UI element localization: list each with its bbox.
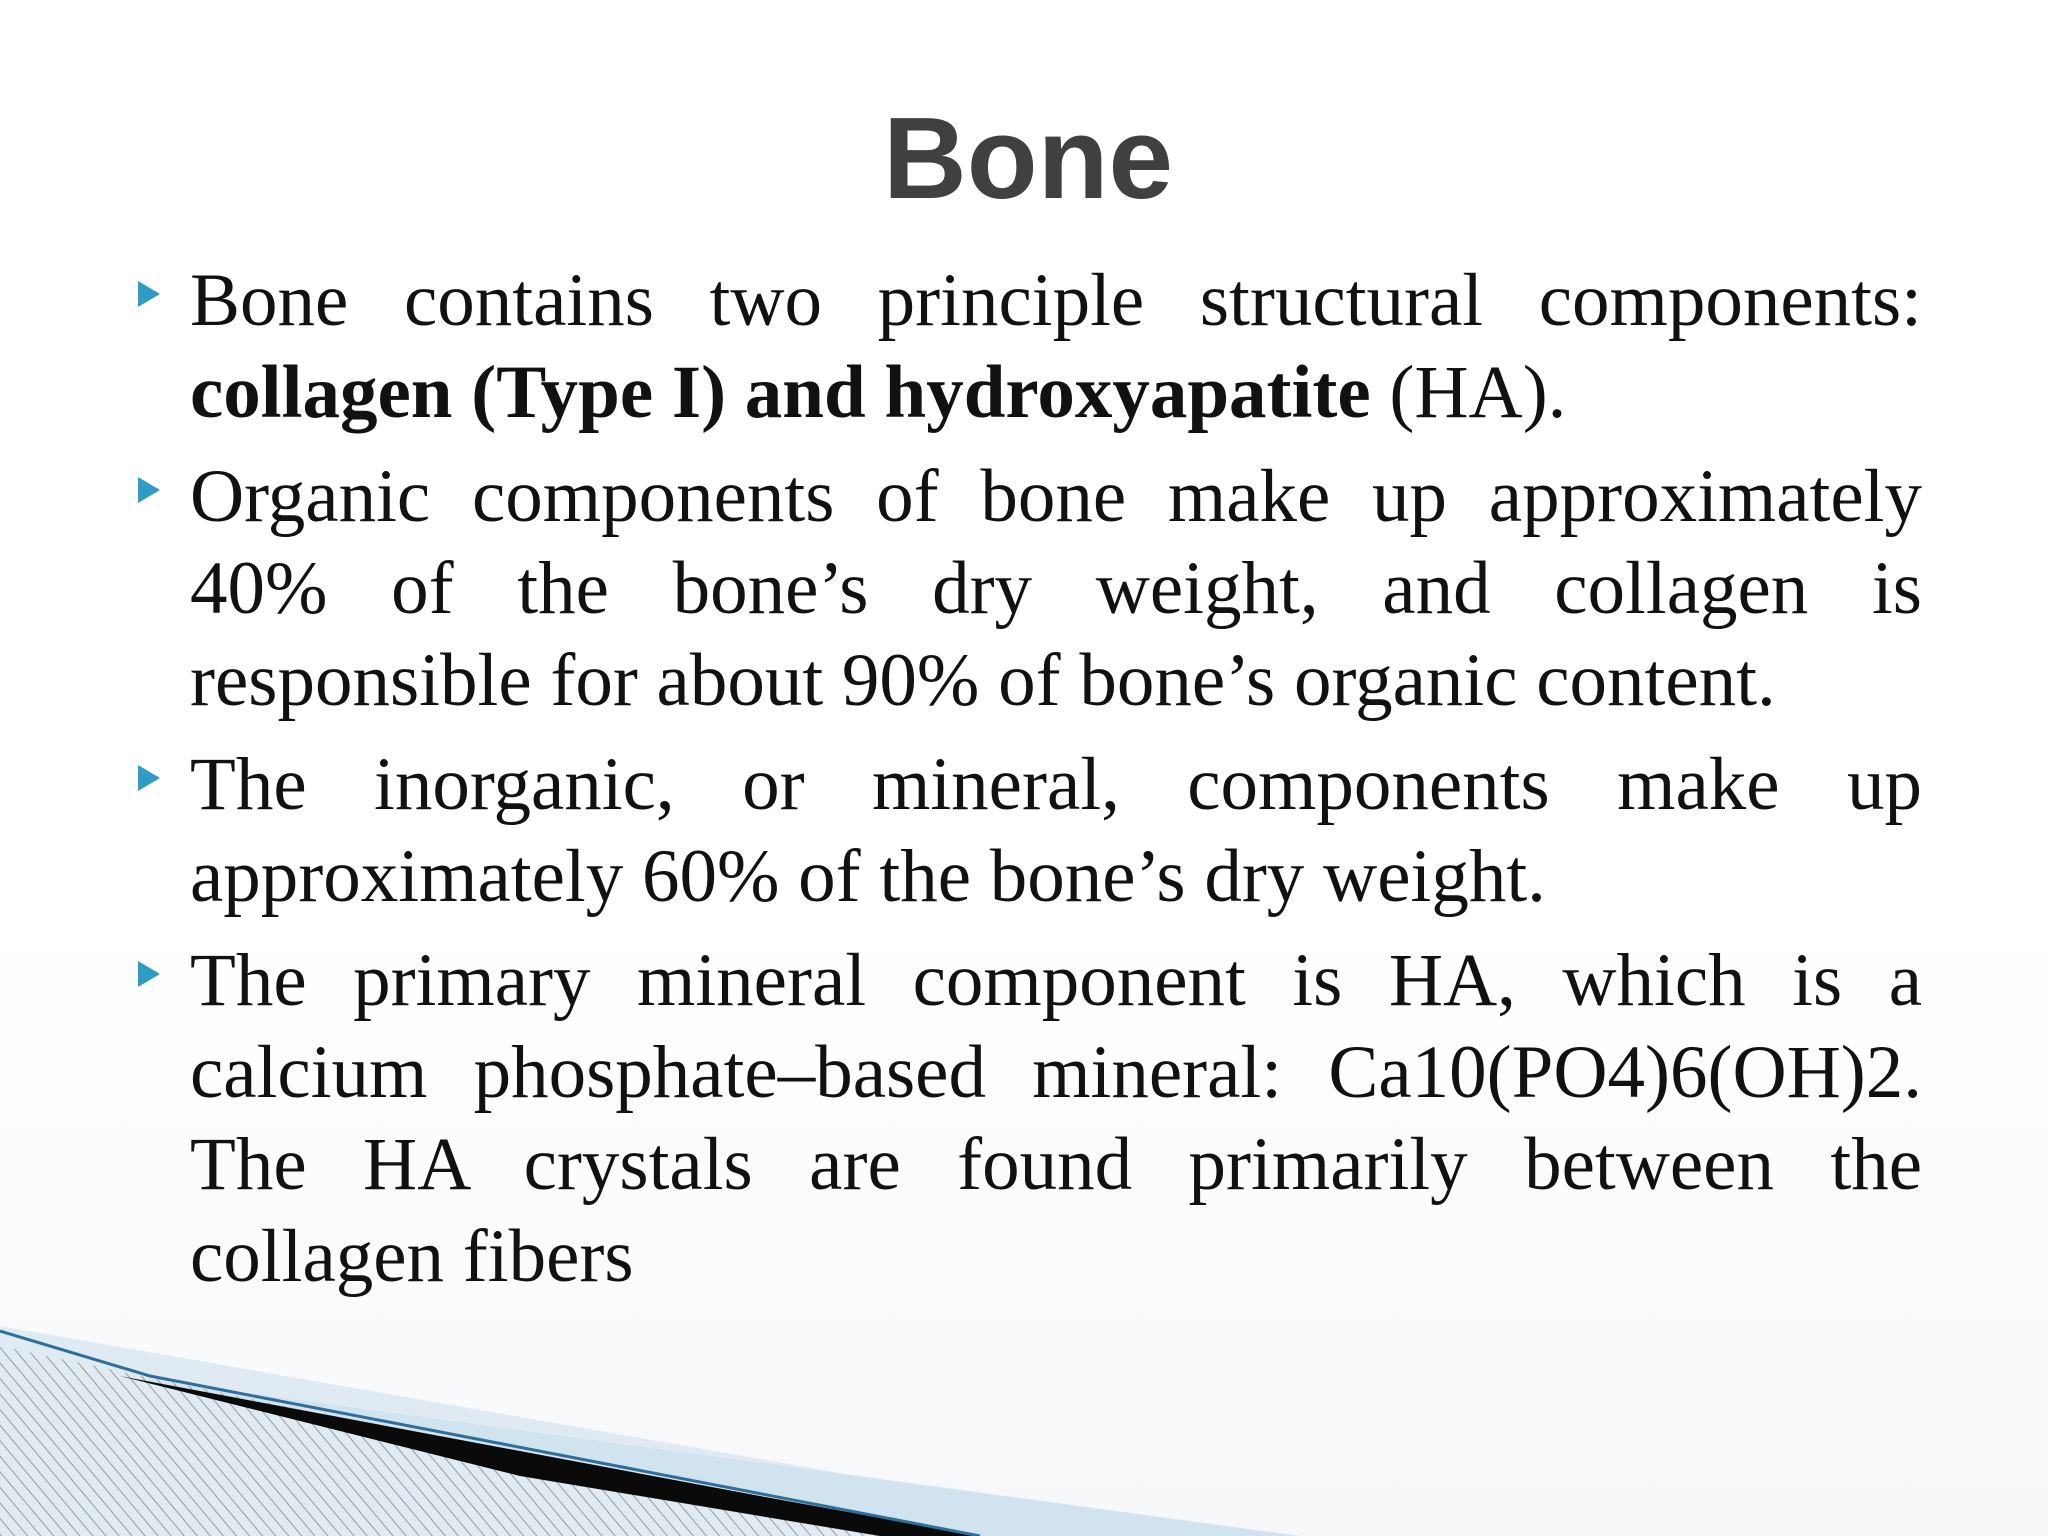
bullet-text: Bone contains two principle structural components:: [190, 259, 1922, 342]
bullet-list: [190, 255, 1922, 1315]
slide-title: Bone: [883, 93, 1173, 223]
bullet-item: [190, 739, 1922, 923]
triangle-bullet-icon: [138, 477, 160, 503]
bullet-text-bold: collagen (Type I) and hydroxyapatite: [190, 351, 1371, 434]
bullet-item: [190, 935, 1922, 1303]
bullet-text: (HA).: [1370, 351, 1567, 434]
bullet-item: [190, 255, 1922, 439]
triangle-bullet-icon: [138, 765, 160, 791]
bullet-text: Organic components of bone make up approximately 40% of the bone’s dry weight, and collagen is responsible for about 90% of bone’s organic content.: [190, 455, 1922, 722]
bullet-item: [190, 451, 1922, 727]
bullet-text: The primary mineral component is HA, which is a calcium phosphate–based mineral: Ca10(PO4)6(OH)2. The HA crystals are found primarily between the collagen fibers: [190, 939, 1922, 1298]
triangle-bullet-icon: [138, 961, 160, 987]
corner-decoration: [0, 1286, 2048, 1536]
triangle-bullet-icon: [138, 281, 160, 307]
bullet-text: The inorganic, or mineral, components make up approximately 60% of the bone’s dry weight.: [190, 743, 1922, 918]
